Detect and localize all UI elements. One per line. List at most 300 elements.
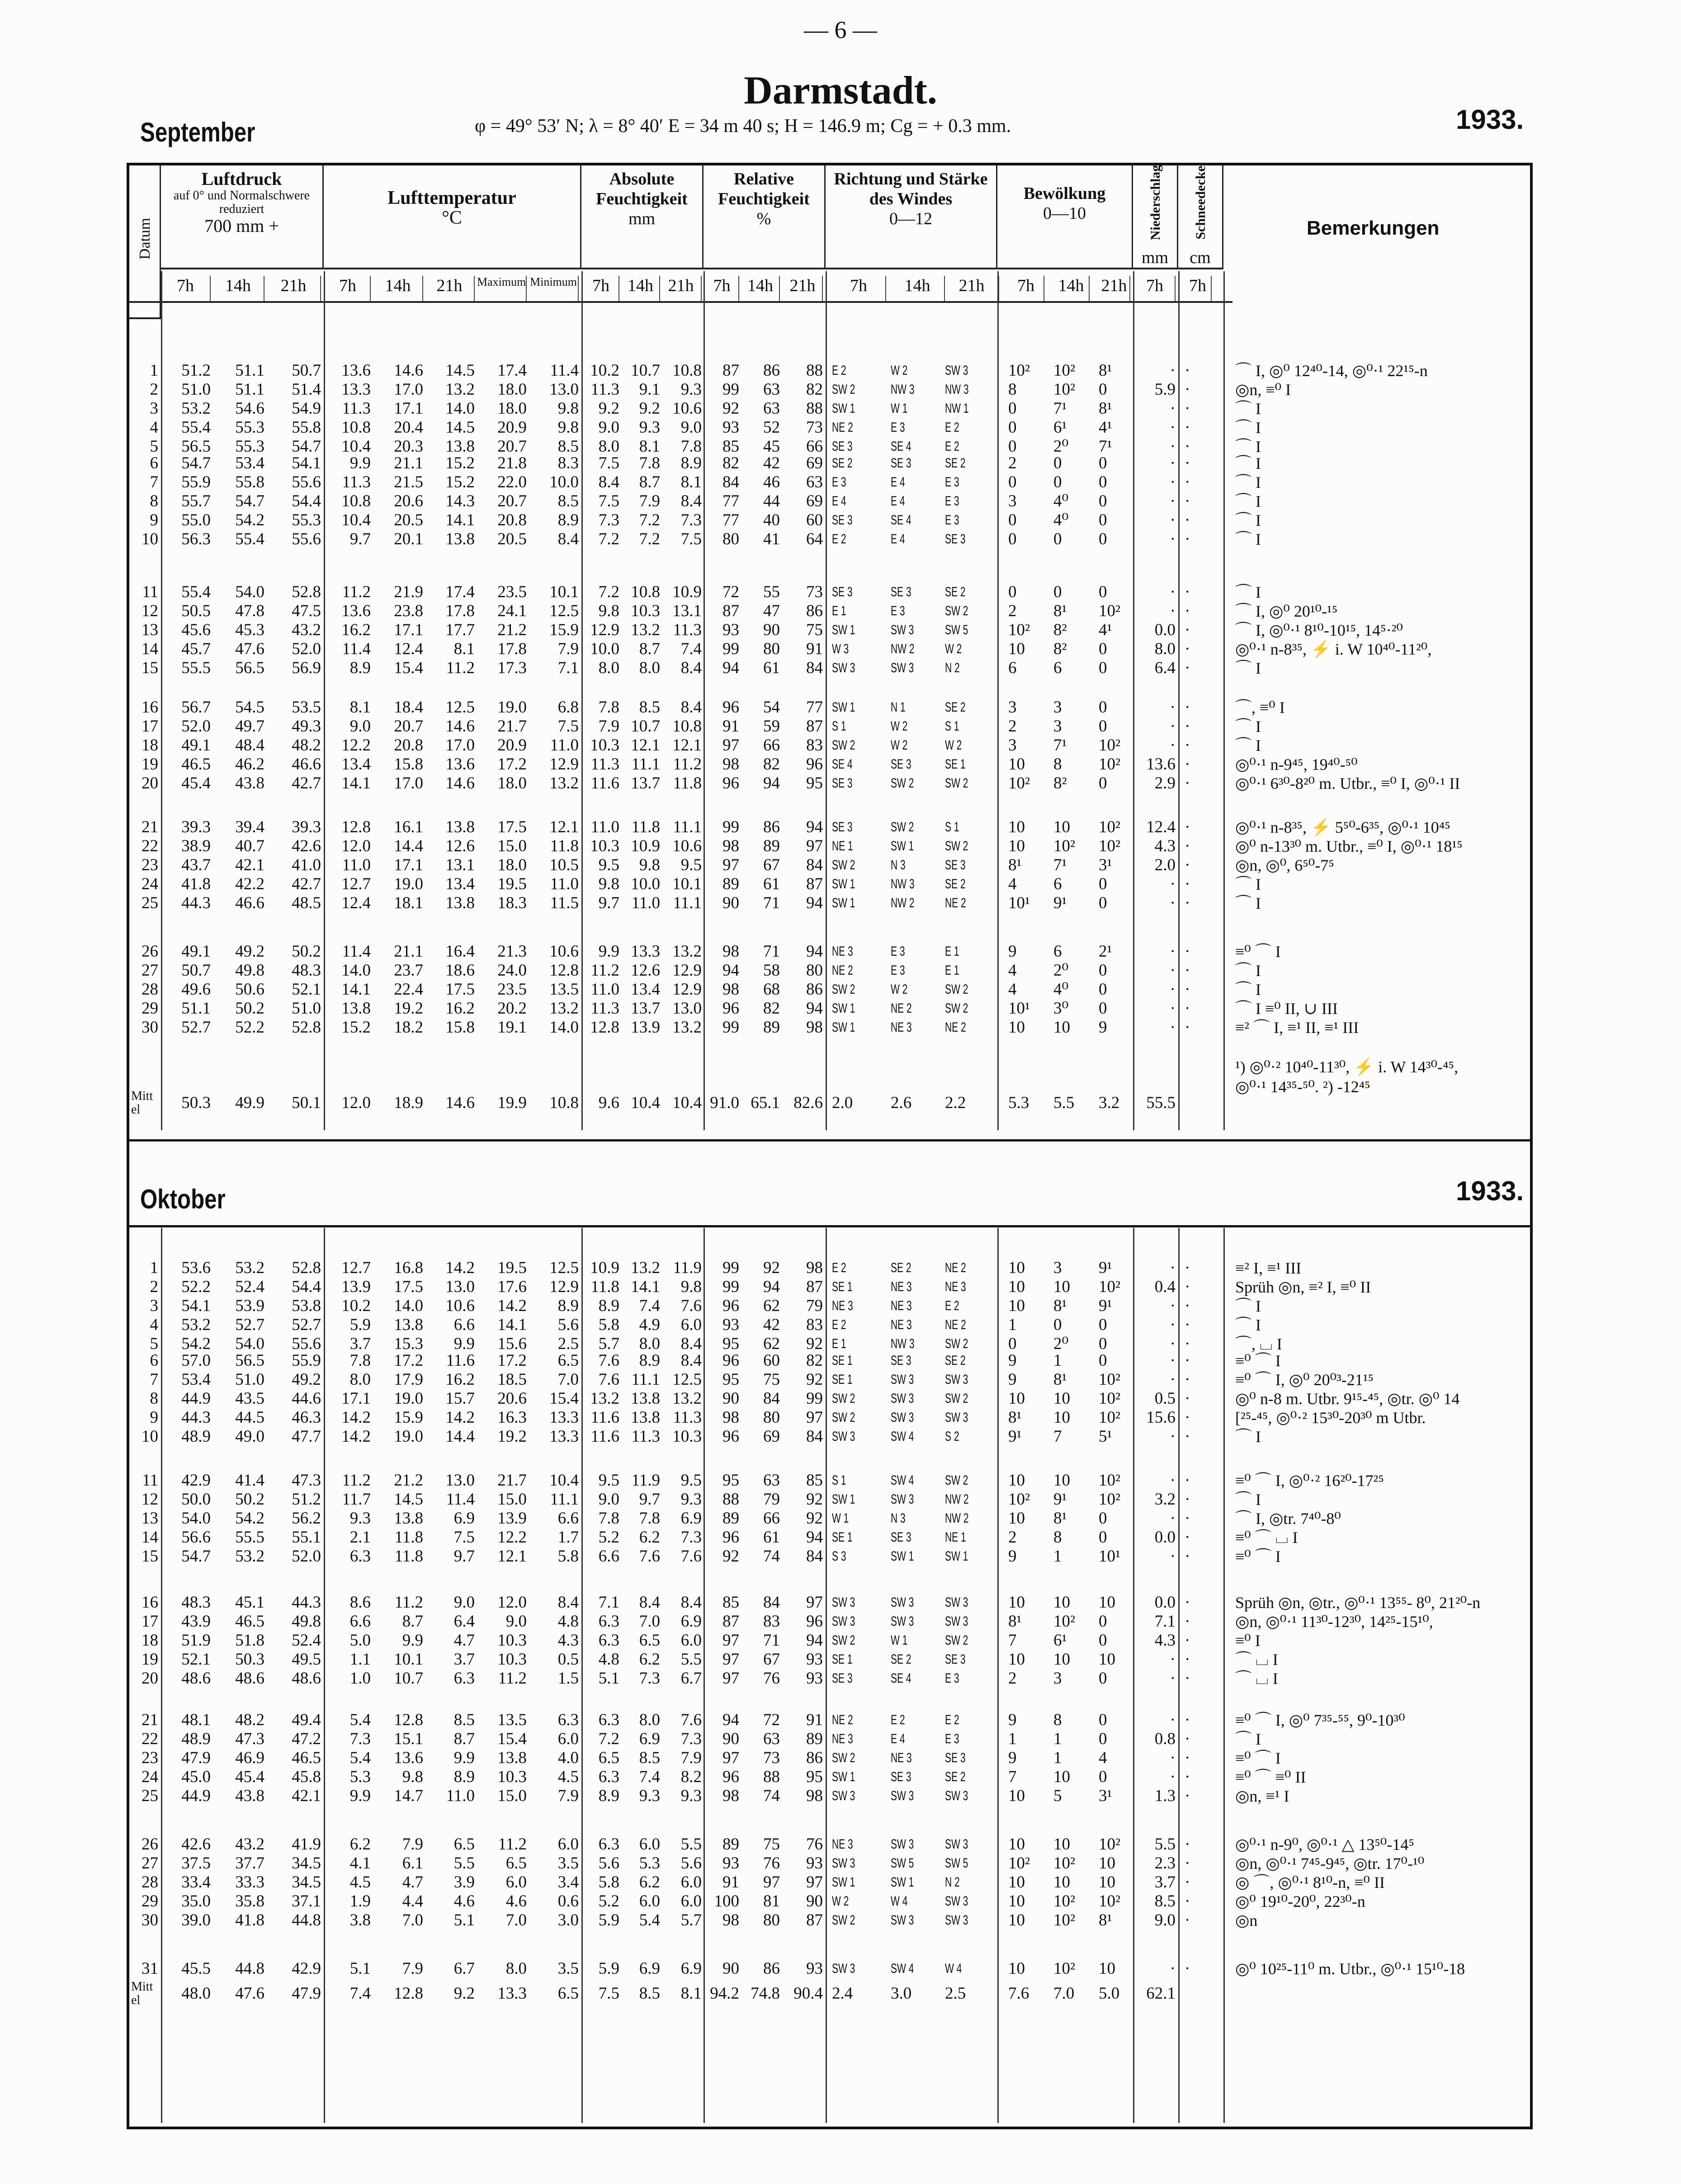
value-cell: 48.6	[235, 1669, 264, 1688]
value-cell: 72	[722, 583, 739, 601]
value-cell: 13.0	[672, 999, 702, 1018]
value-cell: 6	[1053, 659, 1062, 677]
value-cell: ·	[1185, 1389, 1190, 1408]
value-cell: 8.7	[639, 640, 660, 658]
value-cell: 19.0	[394, 1389, 423, 1408]
mean-cell: 48.0	[181, 1984, 211, 2003]
value-cell: 10.6	[445, 1297, 475, 1315]
value-cell: 8²	[1053, 774, 1067, 792]
value-cell: 12.9	[672, 980, 702, 999]
remark-cell: ≡⁰ ⌒ I	[1235, 1547, 1281, 1566]
value-cell: 5.6	[557, 1316, 579, 1334]
value-cell: 6.3	[453, 1669, 475, 1688]
value-cell: ·	[1185, 454, 1190, 472]
subheader-h21: 21h	[425, 276, 475, 303]
value-cell: 8.0	[505, 1959, 527, 1978]
value-cell: SW 1	[832, 1875, 855, 1890]
value-cell: 46.2	[235, 755, 264, 774]
value-cell: ·	[1170, 1669, 1176, 1688]
value-cell: 15.3	[394, 1335, 423, 1353]
value-cell: 7.3	[680, 511, 702, 529]
value-cell: NE 3	[891, 1020, 912, 1035]
value-cell: 8.4	[639, 1593, 660, 1612]
value-cell: SW 2	[945, 982, 968, 997]
value-cell: 39.3	[181, 818, 211, 836]
value-cell: 6	[1008, 659, 1017, 677]
value-cell: 97	[763, 1873, 780, 1892]
value-cell: SW 3	[832, 1429, 855, 1444]
value-cell: ·	[1185, 1730, 1190, 1748]
value-cell: 51.0	[181, 380, 211, 399]
value-cell: 10.0	[549, 473, 579, 491]
value-cell: 0.0	[1154, 1593, 1176, 1612]
value-cell: 63	[763, 1730, 780, 1748]
value-cell: 10	[1008, 1471, 1025, 1490]
value-cell: 0	[1099, 380, 1107, 399]
value-cell: SE 1	[832, 1652, 853, 1667]
value-cell: 7.1	[1154, 1612, 1176, 1631]
value-cell: 92	[806, 1335, 823, 1353]
value-cell: 6.9	[639, 1730, 660, 1748]
value-cell: SE 3	[945, 1750, 966, 1765]
value-cell: 5.7	[680, 1911, 702, 1929]
value-cell: ·	[1185, 1259, 1190, 1277]
value-cell: 11.3	[673, 1408, 702, 1427]
day-cell: 18	[142, 1631, 158, 1650]
value-cell: 19.1	[497, 1018, 527, 1037]
value-cell: 45.7	[181, 640, 211, 658]
value-cell: 96	[722, 1297, 739, 1315]
value-cell: 11.0	[550, 736, 579, 755]
column-rule	[826, 271, 827, 1130]
value-cell: 89	[722, 1835, 739, 1854]
value-cell: 48.9	[181, 1730, 211, 1748]
remark-cell: ⌒ I	[1235, 583, 1261, 601]
day-cell: 31	[142, 1959, 158, 1978]
value-cell: 9.0	[453, 1593, 475, 1612]
value-cell: 0.4	[1154, 1278, 1176, 1296]
value-cell: 5.2	[598, 1892, 619, 1910]
value-cell: 62	[763, 1335, 780, 1353]
value-cell: SW 5	[945, 1856, 968, 1871]
value-cell: 19.2	[497, 1427, 527, 1446]
value-cell: 1	[1053, 1730, 1062, 1748]
value-cell: 10.7	[631, 717, 660, 736]
value-cell: 14.2	[497, 1297, 527, 1315]
value-cell: 92	[722, 1547, 739, 1566]
value-cell: SW 1	[832, 700, 855, 715]
day-cell: 5	[150, 1335, 158, 1353]
value-cell: SW 1	[832, 401, 855, 416]
value-cell: 12.9	[590, 621, 619, 639]
value-cell: SW 1	[891, 1875, 914, 1890]
value-cell: SW 1	[832, 1001, 855, 1016]
value-cell: 53.2	[181, 1316, 211, 1334]
value-cell: ·	[1185, 640, 1190, 658]
value-cell: 54.4	[292, 492, 321, 510]
value-cell: 93	[806, 1650, 823, 1669]
value-cell: 45.0	[181, 1768, 211, 1786]
mean-cell: 55.5	[1146, 1094, 1176, 1112]
value-cell: 7.6	[598, 1351, 619, 1370]
value-cell: 35.8	[235, 1892, 264, 1910]
value-cell: 0	[1099, 1711, 1107, 1729]
value-cell: ·	[1170, 602, 1176, 620]
value-cell: 15.0	[497, 837, 527, 855]
remark-cell: ≡⁰ ⌒ I, ◎⁰ 20⁰³-21¹⁵	[1235, 1371, 1374, 1389]
value-cell: NE 1	[945, 1530, 966, 1545]
value-cell: ·	[1185, 1854, 1190, 1873]
remark-cell: ⌒ I	[1235, 473, 1261, 491]
value-cell: SW 2	[832, 1410, 855, 1425]
remark-cell: ≡⁰ ⌒ I	[1235, 1352, 1281, 1370]
value-cell: 0	[1099, 698, 1107, 717]
day-cell: 25	[142, 894, 158, 912]
value-cell: 17.1	[394, 399, 423, 418]
mean-cell: 7.0	[1053, 1984, 1075, 2003]
day-cell: 20	[142, 1669, 158, 1688]
value-cell: 55.9	[181, 473, 211, 491]
value-cell: 5.8	[598, 1873, 619, 1892]
value-cell: ·	[1185, 856, 1190, 874]
value-cell: 20.9	[497, 736, 527, 755]
value-cell: 10.4	[341, 437, 371, 456]
value-cell: 89	[722, 1509, 739, 1528]
value-cell: 40	[763, 511, 780, 529]
value-cell: 44.3	[181, 1408, 211, 1427]
value-cell: ·	[1185, 602, 1190, 620]
value-cell: 75	[763, 1835, 780, 1854]
station-coordinates: φ = 49° 53′ N; λ = 8° 40′ E = 34 m 40 s; H = 146.9 m; Cg = + 0.3 mm.	[475, 116, 1011, 137]
value-cell: 3.9	[453, 1873, 475, 1892]
value-cell: 10	[1099, 1854, 1115, 1873]
value-cell: 7.3	[680, 1528, 702, 1547]
value-cell: 76	[763, 1854, 780, 1873]
value-cell: 23.7	[394, 961, 423, 980]
value-cell: 11.4	[550, 361, 579, 380]
value-cell: 55.6	[292, 1335, 321, 1353]
remark-cell: ⌒ ⌴ I	[1235, 1670, 1278, 1688]
value-cell: 11.1	[673, 894, 702, 912]
value-cell: 50.2	[235, 999, 264, 1018]
mean-cell: 5.0	[1099, 1984, 1120, 2003]
value-cell: 66	[806, 437, 823, 456]
value-cell: 7.5	[680, 530, 702, 548]
value-cell: 5.1	[349, 1959, 371, 1978]
value-cell: 69	[806, 492, 823, 510]
remark-cell: ◎n	[1235, 1911, 1258, 1929]
value-cell: 14.5	[445, 361, 475, 380]
value-cell: SW 3	[945, 363, 968, 378]
value-cell: 55	[763, 583, 780, 601]
value-cell: 6.3	[598, 1835, 619, 1854]
value-cell: 10	[1008, 1892, 1025, 1910]
value-cell: 52.0	[181, 717, 211, 736]
value-cell: 55.6	[292, 473, 321, 491]
value-cell: 17.4	[445, 583, 475, 601]
value-cell: 17.5	[445, 980, 475, 999]
value-cell: 8²	[1053, 621, 1067, 639]
value-cell: 11.8	[631, 818, 660, 836]
value-cell: 8.4	[680, 659, 702, 677]
value-cell: 3¹	[1099, 856, 1112, 874]
value-cell: 9.9	[349, 454, 371, 472]
value-cell: 10.7	[394, 1669, 423, 1688]
day-cell: 21	[142, 818, 158, 836]
value-cell: 7.8	[639, 454, 660, 472]
value-cell: 9	[1008, 1749, 1017, 1767]
value-cell: 12.4	[1146, 818, 1176, 836]
value-cell: 4⁰	[1053, 980, 1069, 999]
value-cell: 13.0	[445, 1278, 475, 1296]
value-cell: ·	[1170, 1768, 1176, 1786]
value-cell: 22.0	[497, 473, 527, 491]
day-cell: 19	[142, 755, 158, 774]
value-cell: 86	[806, 602, 823, 620]
value-cell: 12.0	[497, 1593, 527, 1612]
value-cell: 42.7	[292, 875, 321, 893]
col-luftdruck: Luftdruck auf 0° und Normalschwere reduziert 700 mm +	[161, 165, 324, 269]
remark-cell: ⌒ I	[1235, 894, 1261, 912]
value-cell: 0	[1008, 1335, 1017, 1353]
value-cell: 98	[722, 1408, 739, 1427]
value-cell: 9	[1008, 942, 1017, 961]
value-cell: 84	[806, 856, 823, 874]
day-cell: 6	[150, 1351, 158, 1370]
value-cell: 13.7	[631, 774, 660, 792]
value-cell: SE 2	[832, 456, 853, 471]
value-cell: 11.6	[446, 1351, 475, 1370]
value-cell: 9.2	[639, 399, 660, 418]
value-cell: 0	[1099, 492, 1107, 510]
value-cell: 51.2	[292, 1490, 321, 1509]
value-cell: SW 2	[832, 738, 855, 753]
value-cell: 14.3	[445, 492, 475, 510]
value-cell: 92	[806, 1490, 823, 1509]
value-cell: 11.2	[498, 1669, 527, 1688]
value-cell: 4.9	[639, 1316, 660, 1334]
value-cell: 0.0	[1154, 621, 1176, 639]
value-cell: 9.3	[639, 1787, 660, 1805]
value-cell: 15.8	[394, 755, 423, 774]
value-cell: 1.0	[349, 1669, 371, 1688]
value-cell: 82	[806, 380, 823, 399]
value-cell: 53.2	[235, 1259, 264, 1277]
value-cell: 11.3	[342, 399, 371, 418]
value-cell: E 4	[891, 494, 905, 509]
value-cell: 5.2	[598, 1528, 619, 1547]
value-cell: 9.9	[402, 1631, 423, 1650]
value-cell: 85	[722, 1593, 739, 1612]
value-cell: 41.8	[181, 875, 211, 893]
value-cell: 10.4	[549, 1471, 579, 1490]
value-cell: 97	[722, 1631, 739, 1650]
value-cell: 20.3	[394, 437, 423, 456]
value-cell: 4⁰	[1053, 492, 1069, 510]
value-cell: 12.2	[341, 736, 371, 755]
value-cell: 5.8	[598, 1316, 619, 1334]
day-cell: 14	[142, 1528, 158, 1547]
value-cell: 94	[763, 1278, 780, 1296]
value-cell: 15.2	[445, 454, 475, 472]
value-cell: 10	[1099, 1873, 1115, 1892]
value-cell: 10	[1008, 1911, 1025, 1929]
value-cell: 0	[1099, 530, 1107, 548]
day-cell: 16	[142, 1593, 158, 1612]
value-cell: 94	[722, 659, 739, 677]
value-cell: 21.1	[394, 454, 423, 472]
value-cell: 9.5	[598, 1471, 619, 1490]
value-cell: 10²	[1099, 1471, 1121, 1490]
value-cell: 0	[1099, 980, 1107, 999]
value-cell: W 2	[945, 642, 962, 656]
value-cell: 8.0	[639, 1335, 660, 1353]
value-cell: ·	[1185, 1612, 1190, 1631]
value-cell: ·	[1185, 1711, 1190, 1729]
value-cell: 17.5	[497, 818, 527, 836]
value-cell: ·	[1185, 980, 1190, 999]
value-cell: ·	[1170, 1259, 1176, 1277]
value-cell: 10.8	[631, 583, 660, 601]
value-cell: 55.8	[292, 418, 321, 437]
value-cell: 10²	[1099, 1370, 1121, 1389]
value-cell: 100	[714, 1892, 739, 1910]
value-cell: 68	[763, 980, 780, 999]
value-cell: 8.9	[598, 1297, 619, 1315]
value-cell: 10²	[1008, 774, 1030, 792]
day-cell: 29	[142, 999, 158, 1018]
value-cell: 88	[722, 1490, 739, 1509]
value-cell: ·	[1185, 1316, 1190, 1334]
value-cell: 55.4	[235, 530, 264, 548]
day-cell: 10	[142, 530, 158, 548]
value-cell: 0	[1053, 583, 1062, 601]
value-cell: 87	[806, 1278, 823, 1296]
col-lufttemperatur: Lufttemperatur °C	[324, 165, 581, 269]
subheader-h21: 21h	[267, 276, 321, 303]
value-cell: 13.8	[394, 1509, 423, 1528]
value-cell: 48.4	[235, 736, 264, 755]
value-cell: 6	[1053, 942, 1062, 961]
value-cell: 10	[1099, 1650, 1115, 1669]
value-cell: 0	[1099, 1509, 1107, 1528]
value-cell: 13.8	[445, 530, 475, 548]
value-cell: 12.5	[445, 698, 475, 717]
value-cell: 48.6	[181, 1669, 211, 1688]
value-cell: 10²	[1053, 361, 1076, 380]
value-cell: 13.2	[672, 1018, 702, 1037]
value-cell: 86	[763, 361, 780, 380]
value-cell: 8.9	[557, 1297, 579, 1315]
value-cell: 52.1	[181, 1650, 211, 1669]
value-cell: 22.4	[394, 980, 423, 999]
value-cell: 10	[1053, 1768, 1070, 1786]
value-cell: 8	[1053, 1711, 1062, 1729]
value-cell: 11.0	[550, 875, 579, 893]
value-cell: 87	[722, 602, 739, 620]
col-rel-feuchtigkeit: Relative Feuchtigkeit %	[704, 165, 826, 269]
value-cell: SW 1	[832, 623, 855, 637]
value-cell: 8.4	[557, 530, 579, 548]
value-cell: 1.5	[557, 1669, 579, 1688]
value-cell: 94	[722, 961, 739, 980]
value-cell: 23.5	[497, 583, 527, 601]
value-cell: E 1	[832, 1336, 846, 1351]
value-cell: 56.9	[292, 659, 321, 677]
value-cell: 6.2	[639, 1873, 660, 1892]
value-cell: 53.2	[235, 1547, 264, 1566]
value-cell: 44.5	[235, 1408, 264, 1427]
value-cell: 13.2	[672, 1389, 702, 1408]
value-cell: SW 3	[832, 1788, 855, 1803]
value-cell: 6.5	[639, 1631, 660, 1650]
value-cell: 42	[763, 454, 780, 472]
value-cell: 10.9	[590, 1259, 619, 1277]
value-cell: 18.0	[497, 774, 527, 792]
value-cell: 54.0	[235, 1335, 264, 1353]
remark-cell: ◎⁰ 10²⁵-11⁰ m. Utbr., ◎⁰·¹ 15¹⁰-18	[1235, 1960, 1465, 1978]
value-cell: ·	[1185, 1547, 1190, 1566]
value-cell: ·	[1185, 1018, 1190, 1037]
value-cell: 55.7	[181, 492, 211, 510]
value-cell: 5.6	[598, 1854, 619, 1873]
value-cell: 54.2	[235, 1509, 264, 1528]
value-cell: 44.8	[292, 1911, 321, 1929]
value-cell: 6.4	[1154, 659, 1176, 677]
value-cell: 9¹	[1053, 1490, 1067, 1509]
page-number: — 6 —	[804, 16, 877, 43]
remark-cell: ◎⁰·¹ n-9⁰, ◎⁰·¹ △ 13⁵⁰-14⁵	[1235, 1835, 1414, 1854]
value-cell: 0.5	[557, 1650, 579, 1669]
value-cell: 96	[722, 698, 739, 717]
value-cell: 10¹	[1008, 999, 1030, 1018]
value-cell: NW 1	[945, 401, 969, 416]
value-cell: E 2	[832, 1260, 846, 1275]
value-cell: 10.7	[631, 361, 660, 380]
value-cell: 21.2	[497, 621, 527, 639]
value-cell: 8.4	[680, 1351, 702, 1370]
value-cell: 1	[1053, 1749, 1062, 1767]
value-cell: NE 2	[945, 1260, 966, 1275]
value-cell: 96	[722, 1351, 739, 1370]
value-cell: 14.0	[445, 399, 475, 418]
value-cell: ·	[1170, 1711, 1176, 1729]
value-cell: 13.7	[631, 999, 660, 1018]
value-cell: 8.5	[557, 492, 579, 510]
value-cell: 10	[1008, 1873, 1025, 1892]
value-cell: 21.1	[394, 942, 423, 961]
value-cell: 15.6	[497, 1335, 527, 1353]
value-cell: 8.0	[639, 1711, 660, 1729]
value-cell: 10	[1008, 1650, 1025, 1669]
value-cell: 50.7	[292, 361, 321, 380]
value-cell: ·	[1170, 530, 1176, 548]
value-cell: 95	[722, 1335, 739, 1353]
value-cell: E 3	[891, 944, 905, 959]
value-cell: 7.2	[598, 1730, 619, 1748]
value-cell: 12.6	[445, 837, 475, 855]
value-cell: ·	[1185, 1959, 1190, 1978]
value-cell: 12.5	[549, 1259, 579, 1277]
value-cell: 17.1	[394, 621, 423, 639]
remark-cell: ⌒ I, ◎⁰ 12⁴⁰-14, ◎⁰·¹ 22¹⁵-n	[1235, 362, 1428, 380]
value-cell: SE 1	[832, 1372, 853, 1387]
value-cell: 41	[763, 530, 780, 548]
value-cell: 11.0	[590, 980, 619, 999]
value-cell: 19.5	[497, 875, 527, 893]
value-cell: 9.5	[680, 856, 702, 874]
value-cell: 10²	[1099, 837, 1121, 855]
